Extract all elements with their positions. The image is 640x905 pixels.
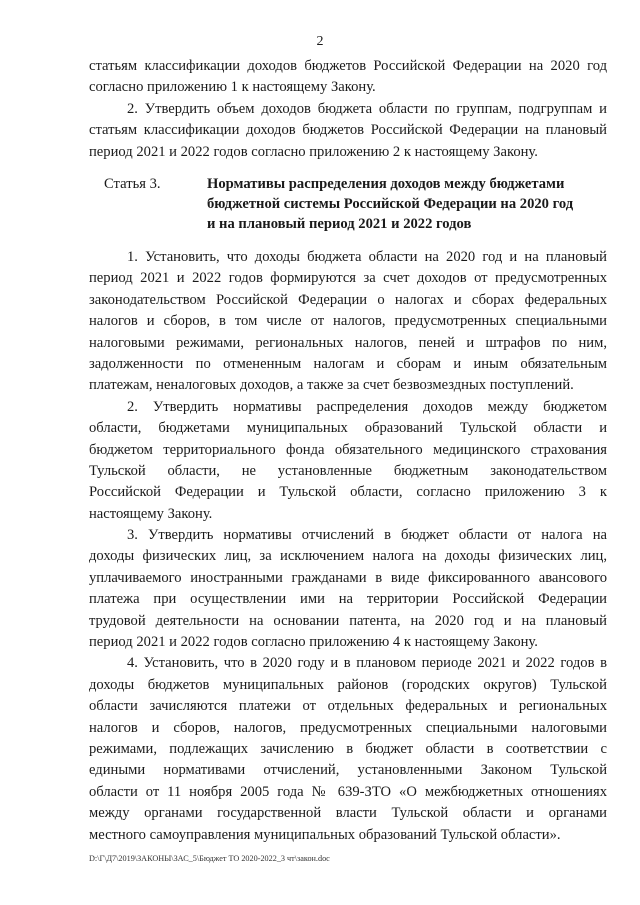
text-line: местного самоуправления муниципальных образований Тульской области». (89, 826, 561, 843)
article-title-line: Нормативы распределения доходов между бюджетами (207, 175, 565, 192)
paragraph-3 (89, 525, 607, 653)
document-body (89, 56, 607, 846)
article-title-line: бюджетной системы Российской Федерации на 2020 год (207, 195, 574, 212)
article-title (207, 174, 607, 234)
text-line: 3. Утвердить нормативы отчислений в бюджет области от налога на (127, 527, 607, 544)
paragraph-1 (89, 247, 607, 397)
text-line: 1. Установить, что доходы бюджета области на 2020 год и на плановый (127, 248, 607, 265)
text-line: доходы бюджетов муниципальных районов (городских округов) Тульской (89, 676, 607, 693)
text-line: статьям классификации доходов бюджетов Российской Федерации на 2020 год (89, 58, 607, 74)
paragraph-4 (89, 653, 607, 846)
text-line: области зачисляются платежи от отдельных федеральных и региональных (89, 698, 607, 715)
text-line: режимами, подлежащих зачислению в бюджет области в соответствии с (89, 741, 607, 758)
paragraph-item1-continuation (89, 56, 607, 99)
text-line: задолженности по отмененным налогам и сборам и иным обязательным (89, 355, 607, 372)
text-line: 4. Установить, что в 2020 году и в плановом периоде 2021 и 2022 годов в (127, 655, 607, 672)
text-line: настоящему Закону. (89, 505, 213, 522)
text-line: уплачиваемого иностранными гражданами в виде фиксированного авансового (89, 569, 607, 586)
text-line: Тульской области, не установленные бюджетным законодательством (89, 462, 607, 479)
article-heading (89, 174, 607, 234)
text-line: платежам, неналоговых доходов, а также за счет безвозмездных поступлений. (89, 377, 574, 394)
text-line: период 2021 и 2022 годов согласно приложению 4 к настоящему Закону. (89, 634, 538, 651)
text-line: статьям классификации доходов бюджетов Российской Федерации на плановый (89, 122, 607, 139)
text-line: налоговыми режимами, региональных налогов, пеней и штрафов по ним, (89, 334, 607, 351)
article-label: Статья 3. (104, 175, 161, 192)
text-line: трудовой деятельности на основании патента, на 2020 год и на плановый (89, 612, 607, 629)
text-line: доходы физических лиц, за исключением налога на доходы физических лиц, (89, 548, 607, 565)
text-line: Российской Федерации и Тульской области, согласно приложению 3 к (89, 484, 607, 501)
paragraph-2 (89, 397, 607, 525)
text-line: между органами государственной власти Тульской области и органами (89, 805, 607, 822)
article-title-line: и на плановый период 2021 и 2022 годов (207, 215, 472, 232)
text-line: законодательством Российской Федерации о налогах и сборах федеральных (89, 291, 607, 308)
file-path-footer: D:\Г\Д7\2019\ЗАКОНЫ\ЗАС_5\Бюджет ТО 2020-2022_3 чт\закон.doc (89, 854, 330, 863)
text-line: платежа при осуществлении ими на территории Российской Федерации (89, 591, 607, 608)
text-line: налогов и сборов, в том числе от налогов, предусмотренных специальными (89, 313, 607, 330)
text-line: области, бюджетами муниципальных образований Тульской области и (89, 420, 607, 437)
text-line: 2. Утвердить нормативы распределения доходов между бюджетом (127, 398, 607, 415)
text-line: 2. Утвердить объем доходов бюджета области по группам, подгруппам и (127, 100, 607, 117)
page-number: 2 (316, 34, 324, 49)
text-line: налогов и сборов, налогов, предусмотренных специальными налоговыми (89, 719, 607, 736)
text-line: согласно приложению 1 к настоящему Закону. (89, 79, 376, 96)
text-line: области от 11 ноября 2005 года № 639-ЗТО «О межбюджетных отношениях (89, 783, 607, 800)
text-line: бюджетом территориального фонда обязательного медицинского страхования (89, 441, 607, 458)
text-line: период 2021 и 2022 годов согласно приложению 2 к настоящему Закону. (89, 143, 538, 160)
paragraph-item2 (89, 99, 607, 163)
text-line: едиными нормативами отчислений, установленными Законом Тульской (89, 762, 607, 779)
text-line: период 2021 и 2022 годов формируются за счет доходов от предусмотренных (89, 270, 607, 287)
